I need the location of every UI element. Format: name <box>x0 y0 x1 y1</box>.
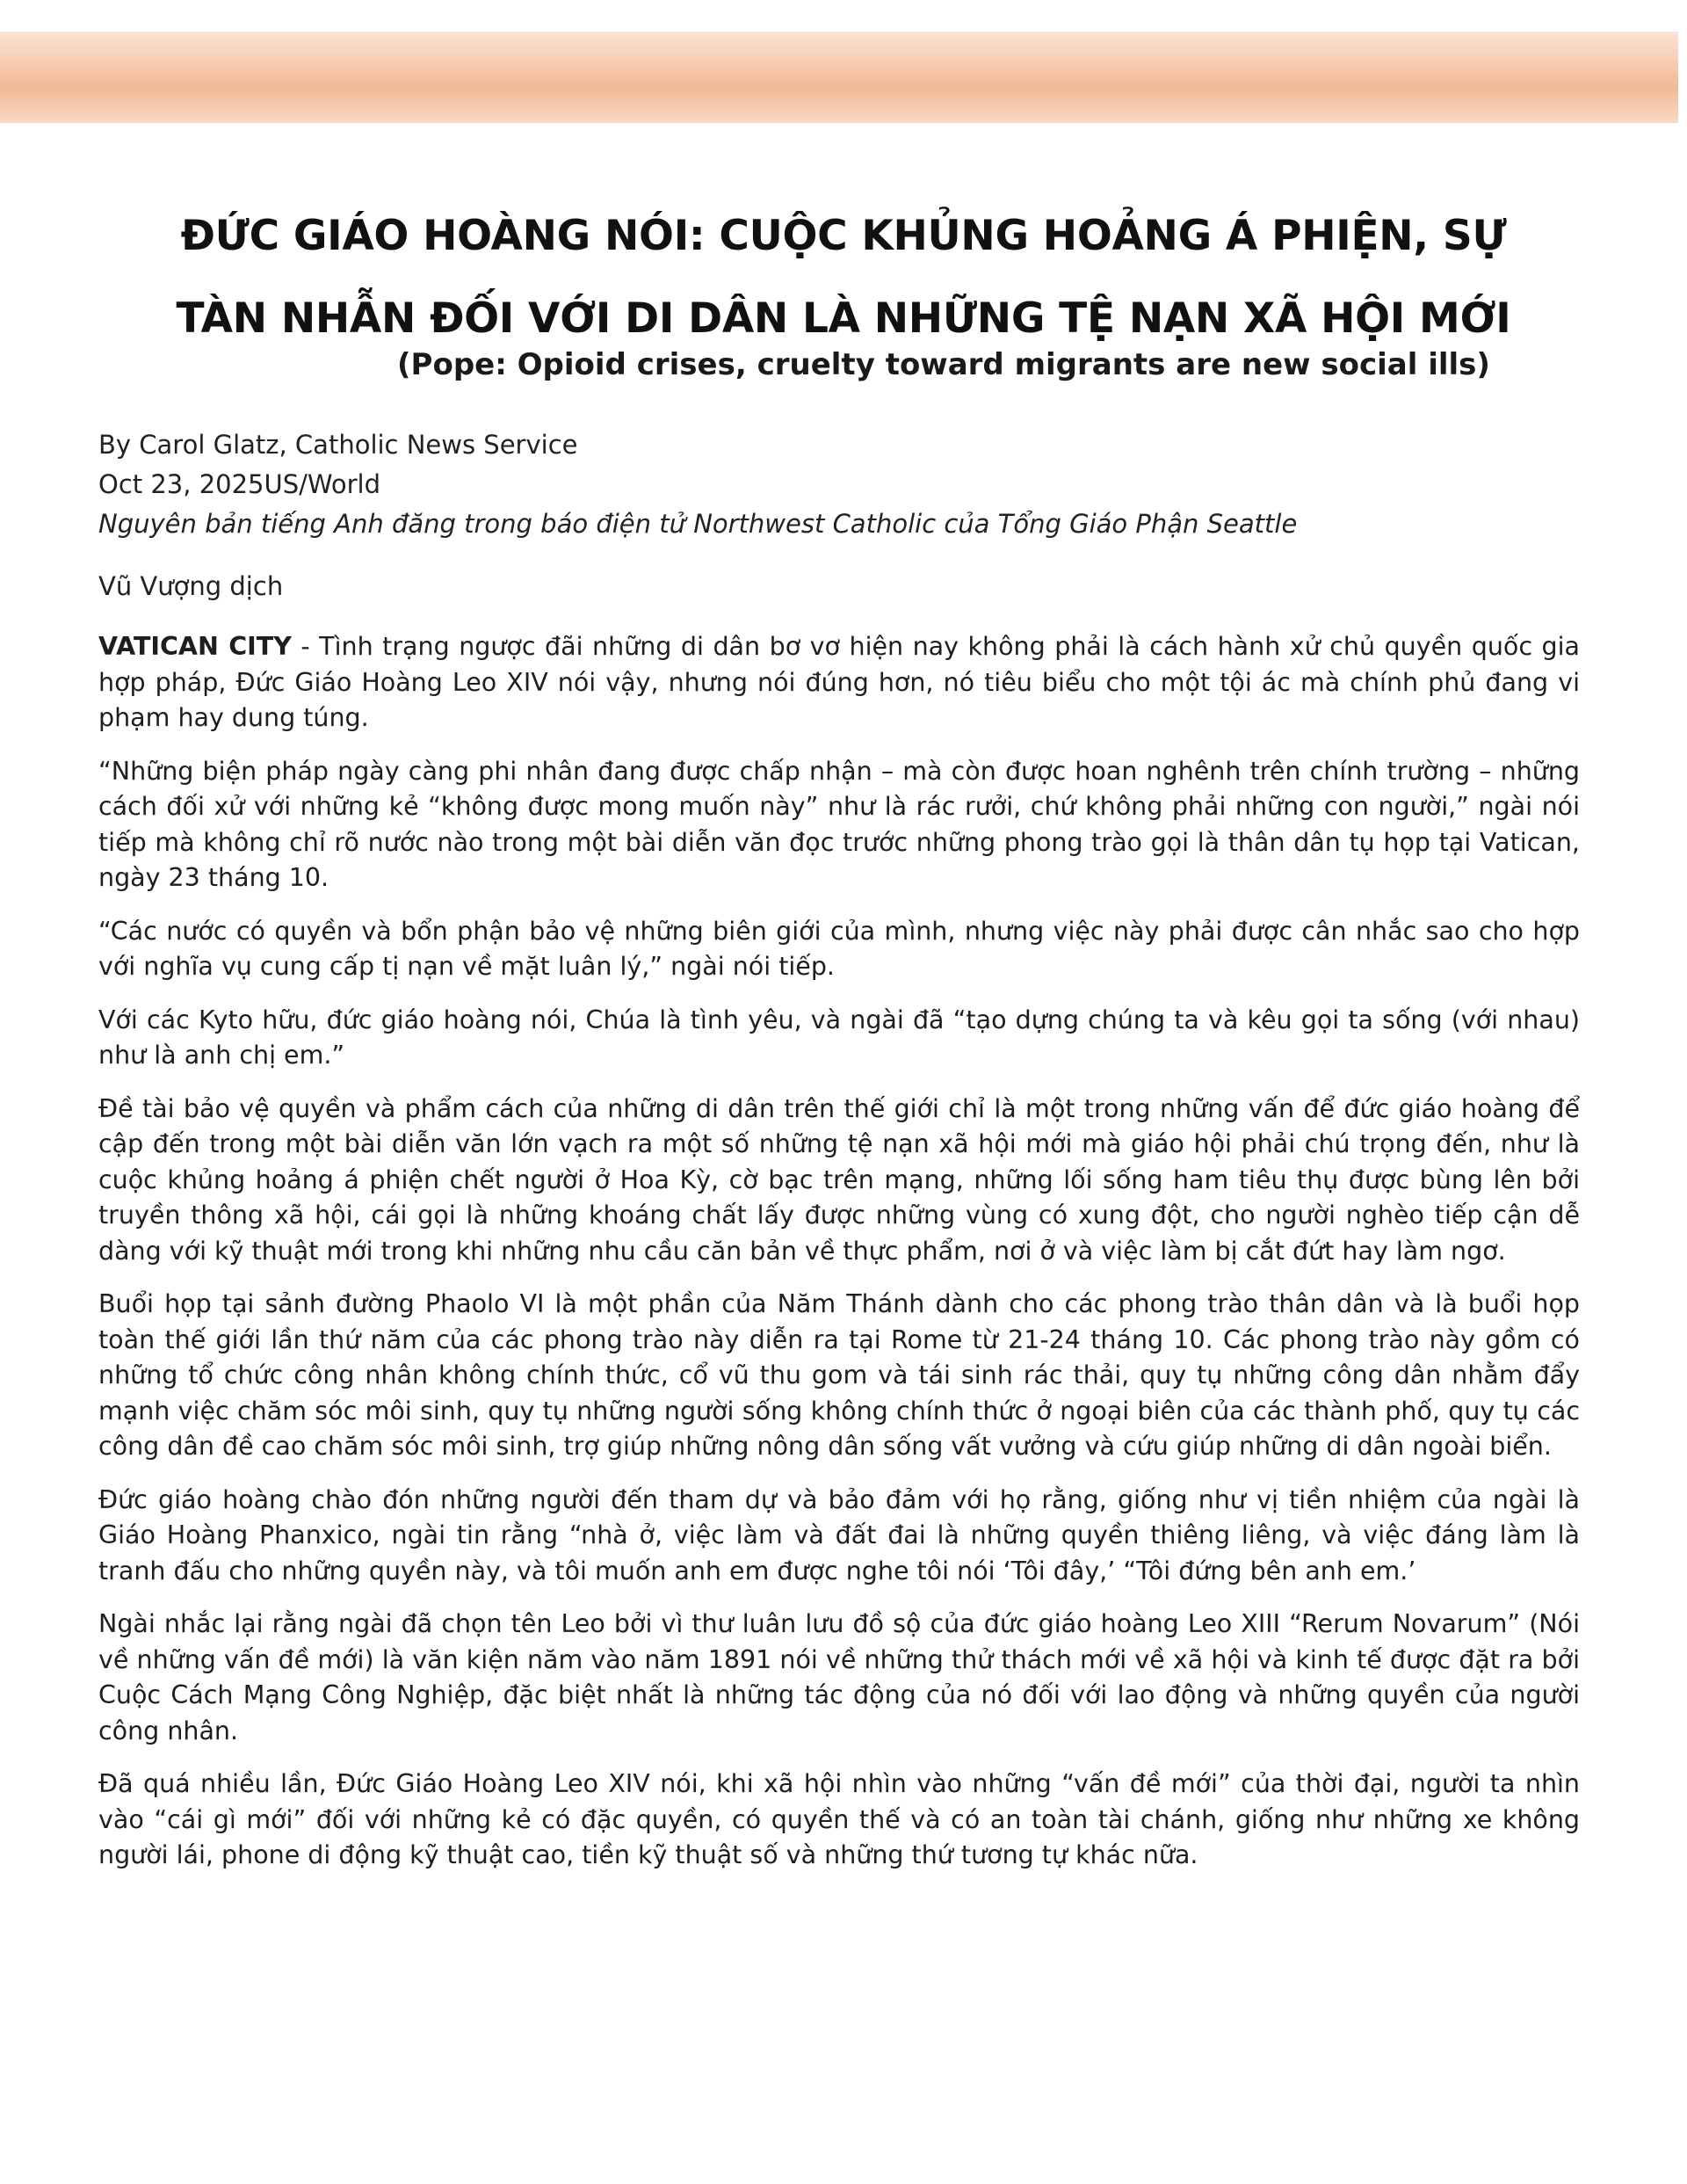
paragraph-7: Đức giáo hoàng chào đón những người đến tham dự và bảo đảm với họ rằng, giống như vị tiền nhiệm của ngài là Giáo Hoàng Phanxico, ngài tin rằng “nhà ở, việc làm và đất đai là những quyền thiêng liêng, và việc đáng làm là tranh đấu cho những quyền này, và tôi muốn anh em được nghe tôi nói ‘Tôi đây,’ “Tôi đứng bên anh em.’ <box>98 1484 1580 1585</box>
article-body <box>98 629 1580 1891</box>
article-title <box>70 195 1617 360</box>
paragraph-9: Đã quá nhiều lần, Đức Giáo Hoàng Leo XIV nói, khi xã hội nhìn vào những “vấn đề mới” của thời đại, người ta nhìn vào “cái gì mới” đối với những kẻ có đặc quyền, có quyền thế và có an toàn tài chánh, giống như những xe không người lái, phone di động kỹ thuật cao, tiền kỹ thuật số và những thứ tương tự khác nữa. <box>98 1769 1580 1869</box>
paragraph-1-text: - Tình trạng ngược đãi những di dân bơ vơ hiện nay không phải là cách hành xử chủ quyền quốc gia hợp pháp, Đức Giáo Hoàng Leo XIV nói vậy, nhưng nói đúng hơn, nó tiêu biểu cho một tội ác mà chính phủ đang vi phạm hay dung túng. <box>98 632 1580 732</box>
dateline: VATICAN CITY <box>98 632 292 661</box>
paragraph-6: Buổi họp tại sảnh đường Phaolo VI là một phần của Năm Thánh dành cho các phong trào thân dân và là buổi họp toàn thế giới lần thứ năm của các phong trào này diễn ra tại Rome từ 21-24 tháng 10. Các phong trào này gồm có những tổ chức công nhân không chính thức, cổ vũ thu gom và tái sinh rác thải, quy tụ những công dân nhằm đẩy mạnh việc chăm sóc môi sinh, quy tụ những người sống không chính thức ở ngoại biên của các thành phố, quy tụ các công dân đề cao chăm sóc môi sinh, trợ giúp những nông dân sống vất vưởng và cứu giúp những di dân ngoài biển. <box>98 1289 1580 1461</box>
paragraph-2: “Những biện pháp ngày càng phi nhân đang được chấp nhận – mà còn được hoan nghênh trên chính trường – những cách đối xử với những kẻ “không được mong muốn này” như là rác rưởi, chứ không phải những con người,” ngài nói tiếp mà không chỉ rõ nước nào trong một bài diễn văn đọc trước những phong trào gọi là thân dân tụ họp tại Vatican, ngày 23 tháng 10. <box>98 756 1580 892</box>
english-subtitle: (Pope: Opioid crises, cruelty toward migrants are new social ills) <box>397 347 1490 382</box>
paragraph-1 <box>98 629 1580 736</box>
title-line-1: ĐỨC GIÁO HOÀNG NÓI: CUỘC KHỦNG HOẢNG Á PHIỆN, SỰ <box>180 212 1507 260</box>
paragraph-8: Ngài nhắc lại rằng ngài đã chọn tên Leo bởi vì thư luân lưu đồ sộ của đức giáo hoàng Leo XIII “Rerum Novarum” (Nói về những vấn đề mới) là văn kiện năm vào năm 1891 nói về những thử thách mới về xã hội và kinh tế được đặt ra bởi Cuộc Cách Mạng Công Nghiệp, đặc biệt nhất là những tác động của nó đối với lao động và những quyền của người công nhân. <box>98 1609 1580 1745</box>
date-section: Oct 23, 2025US/World <box>98 469 381 499</box>
paragraph-5: Đề tài bảo vệ quyền và phẩm cách của những di dân trên thế giới chỉ là một trong những vấn để đức giáo hoàng để cập đến trong một bài diễn văn lớn vạch ra một số những tệ nạn xã hội mới mà giáo hội phải chú trọng đến, như là cuộc khủng hoảng á phiện chết người ở Hoa Kỳ, cờ bạc trên mạng, những lối sống ham tiêu thụ được bùng lên bởi truyền thông xã hội, cái gọi là những khoáng chất lấy được những vùng có xung đột, cho người nghèo tiếp cận dễ dàng với kỹ thuật mới trong khi những nhu cầu căn bản về thực phẩm, nơi ở và việc làm bị cắt đứt hay làm ngơ. <box>98 1093 1580 1266</box>
article-meta <box>98 425 1297 544</box>
paragraph-3: “Các nước có quyền và bổn phận bảo vệ những biên giới của mình, nhưng việc này phải được cân nhắc sao cho hợp với nghĩa vụ cung cấp tị nạn về mặt luân lý,” ngài nói tiếp. <box>98 916 1580 981</box>
source-note: Nguyên bản tiếng Anh đăng trong báo điện tử Northwest Catholic của Tổng Giáo Phận Seattle <box>98 509 1298 539</box>
title-line-2: TÀN NHẪN ĐỐI VỚI DI DÂN LÀ NHỮNG TỆ NẠN XÃ HỘI MỚI <box>176 294 1511 343</box>
byline: By Carol Glatz, Catholic News Service <box>98 430 578 460</box>
paragraph-4: Với các Kyto hữu, đức giáo hoàng nói, Chúa là tình yêu, và ngài đã “tạo dựng chúng ta và kêu gọi ta sống (với nhau) như là anh chị em.” <box>98 1005 1580 1070</box>
header-band <box>0 32 1678 123</box>
translator-credit: Vũ Vượng dịch <box>98 571 284 601</box>
